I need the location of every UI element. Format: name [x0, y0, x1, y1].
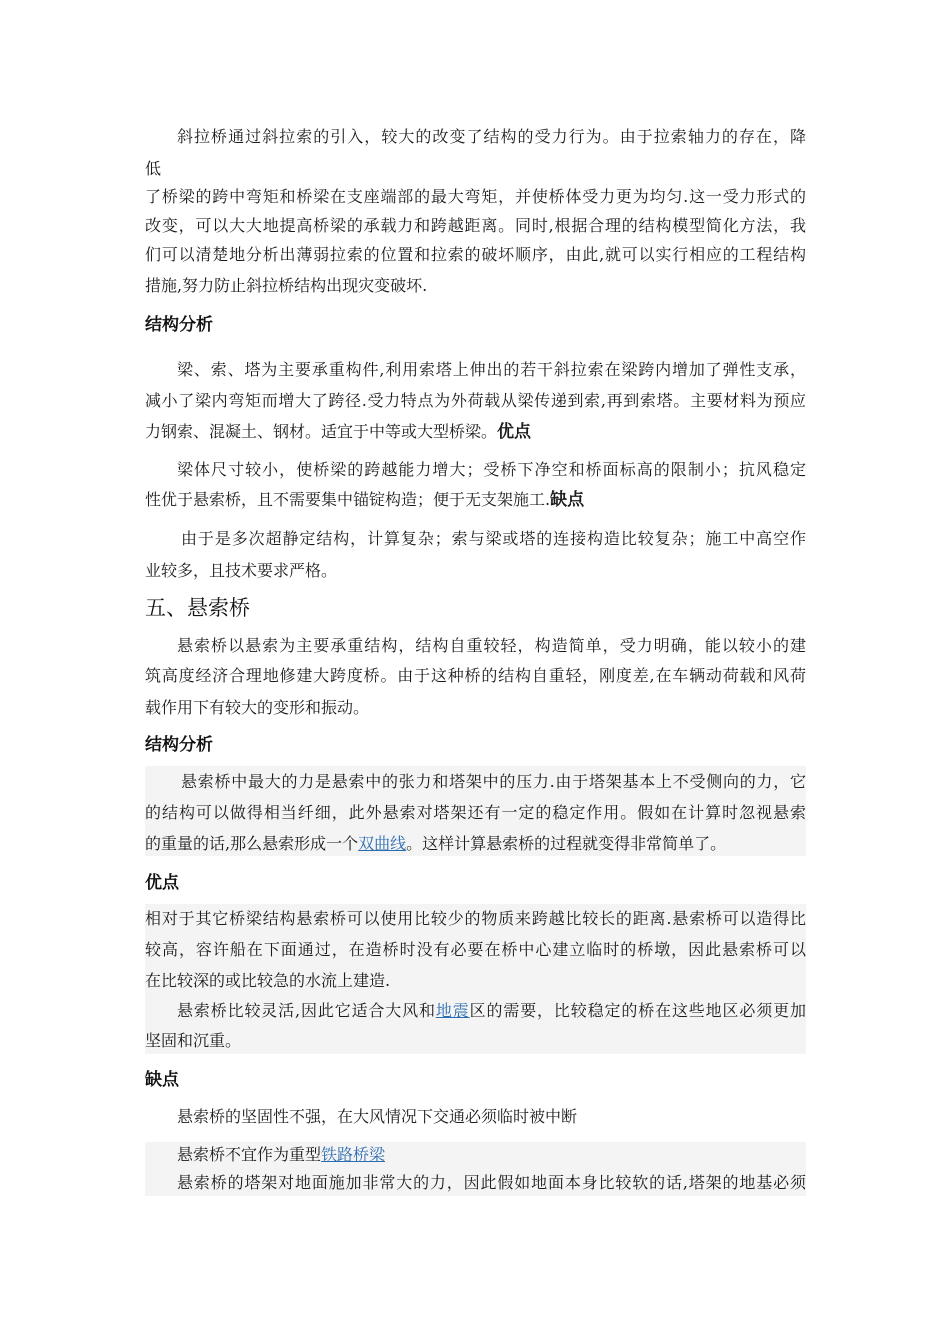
cable-stayed-structure-text-3: 力钢索、混凝土、钢材。适宜于中等或大型桥梁。 [145, 422, 498, 441]
suspension-cons-heading: 缺点 [145, 1070, 179, 1090]
suspension-structure-text-3a: 的重量的话,那么悬索形成一个 [145, 834, 359, 853]
suspension-pros-line-4 [145, 1001, 806, 1021]
suspension-pros-line-3: 在比较深的或比较急的水流上建造. [145, 971, 391, 990]
cable-stayed-structure-line-1: 梁、索、塔为主要承重构件,利用索塔上伸出的若干斜拉索在梁跨内增加了弹性支承， [177, 360, 806, 379]
cable-stayed-pros-text-2: 性优于悬索桥，且不需要集中锚锭构造；便于无支架施工. [145, 490, 551, 509]
railway-bridge-link[interactable]: 铁路桥梁 [321, 1145, 386, 1164]
intro-line-4: 们可以清楚地分析出薄弱拉索的位置和拉索的破坏顺序，由此,就可以实行相应的工程结构 [145, 245, 806, 264]
suspension-pros-line-1: 相对于其它桥梁结构悬索桥可以使用比较少的物质来跨越比较长的距离.悬索桥可以造得比 [145, 909, 806, 928]
suspension-pros-heading: 优点 [145, 873, 179, 893]
cable-stayed-pros-heading: 优点 [497, 422, 532, 442]
intro-line-1b: 低 [145, 159, 162, 178]
suspension-intro-line-1: 悬索桥以悬索为主要承重结构，结构自重较轻，构造简单，受力明确，能以较小的建 [177, 636, 806, 655]
cable-stayed-cons-line-2: 业较多，且技术要求严格。 [145, 561, 338, 580]
cable-stayed-cons-line-1: 由于是多次超静定结构，计算复杂；索与梁或塔的连接构造比较复杂；施工中高空作 [181, 529, 806, 548]
cable-stayed-cons-heading: 缺点 [550, 490, 585, 510]
suspension-structure-line-2: 的结构可以做得相当纤细，此外悬索对塔架还有一定的稳定作用。假如在计算时忽视悬索 [145, 803, 806, 822]
cable-stayed-structure-line-2: 减小了梁内弯矩而增大了跨径.受力特点为外荷载从梁传递到索,再到索塔。主要材料为预应 [145, 391, 806, 410]
cable-stayed-structure-line-3 [145, 422, 531, 442]
suspension-intro-line-3: 载作用下有较大的变形和振动。 [145, 698, 370, 717]
suspension-pros-text-4a: 悬索桥比较灵活,因此它适合大风和 [177, 1001, 436, 1020]
suspension-pros-line-2: 较高，容许船在下面通过，在造桥时没有必要在桥中心建立临时的桥墩，因此悬索桥可以 [145, 940, 806, 959]
suspension-structure-line-3 [145, 834, 726, 854]
suspension-structure-line-1: 悬索桥中最大的力是悬索中的张力和塔架中的压力.由于塔架基本上不受侧向的力，它 [181, 772, 806, 791]
intro-line-3: 改变，可以大大地提高桥梁的承载力和跨越距离。同时,根据合理的结构模型简化方法，我 [145, 216, 806, 235]
suspension-cons-line-2 [145, 1145, 385, 1165]
suspension-structure-text-3b: 。这样计算悬索桥的过程就变得非常简单了。 [406, 834, 727, 853]
suspension-structure-heading: 结构分析 [145, 735, 213, 755]
suspension-title: 五、悬索桥 [145, 596, 250, 620]
cable-stayed-pros-line-2 [145, 490, 584, 510]
earthquake-link[interactable]: 地震 [435, 1001, 470, 1020]
cable-stayed-pros-line-1: 梁体尺寸较小，使桥梁的跨越能力增大；受桥下净空和桥面标高的限制小；抗风稳定 [177, 460, 806, 479]
suspension-cons-line-3: 悬索桥的塔架对地面施加非常大的力，因此假如地面本身比较软的话,塔架的地基必须 [177, 1173, 806, 1192]
suspension-cons-line-1: 悬索桥的坚固性不强，在大风情况下交通必须临时被中断 [177, 1107, 578, 1126]
suspension-intro-line-2: 筑高度经济合理地修建大跨度桥。由于这种桥的结构自重轻，刚度差,在车辆动荷载和风荷 [145, 666, 806, 685]
intro-line-5: 措施,努力防止斜拉桥结构出现灾变破坏. [145, 276, 428, 295]
cable-stayed-structure-heading: 结构分析 [145, 315, 213, 335]
hyperbola-link[interactable]: 双曲线 [358, 834, 407, 853]
suspension-pros-line-5: 坚固和沉重。 [145, 1031, 242, 1050]
suspension-cons-text-2a: 悬索桥不宜作为重型 [177, 1145, 322, 1164]
suspension-pros-text-4b: 区的需要，比较稳定的桥在这些地区必须更加 [469, 1001, 806, 1020]
intro-line-1: 斜拉桥通过斜拉索的引入，较大的改变了结构的受力行为。由于拉索轴力的存在，降 [177, 127, 806, 146]
intro-line-2: 了桥梁的跨中弯矩和桥梁在支座端部的最大弯矩，并使桥体受力更为均匀.这一受力形式的 [145, 187, 806, 206]
